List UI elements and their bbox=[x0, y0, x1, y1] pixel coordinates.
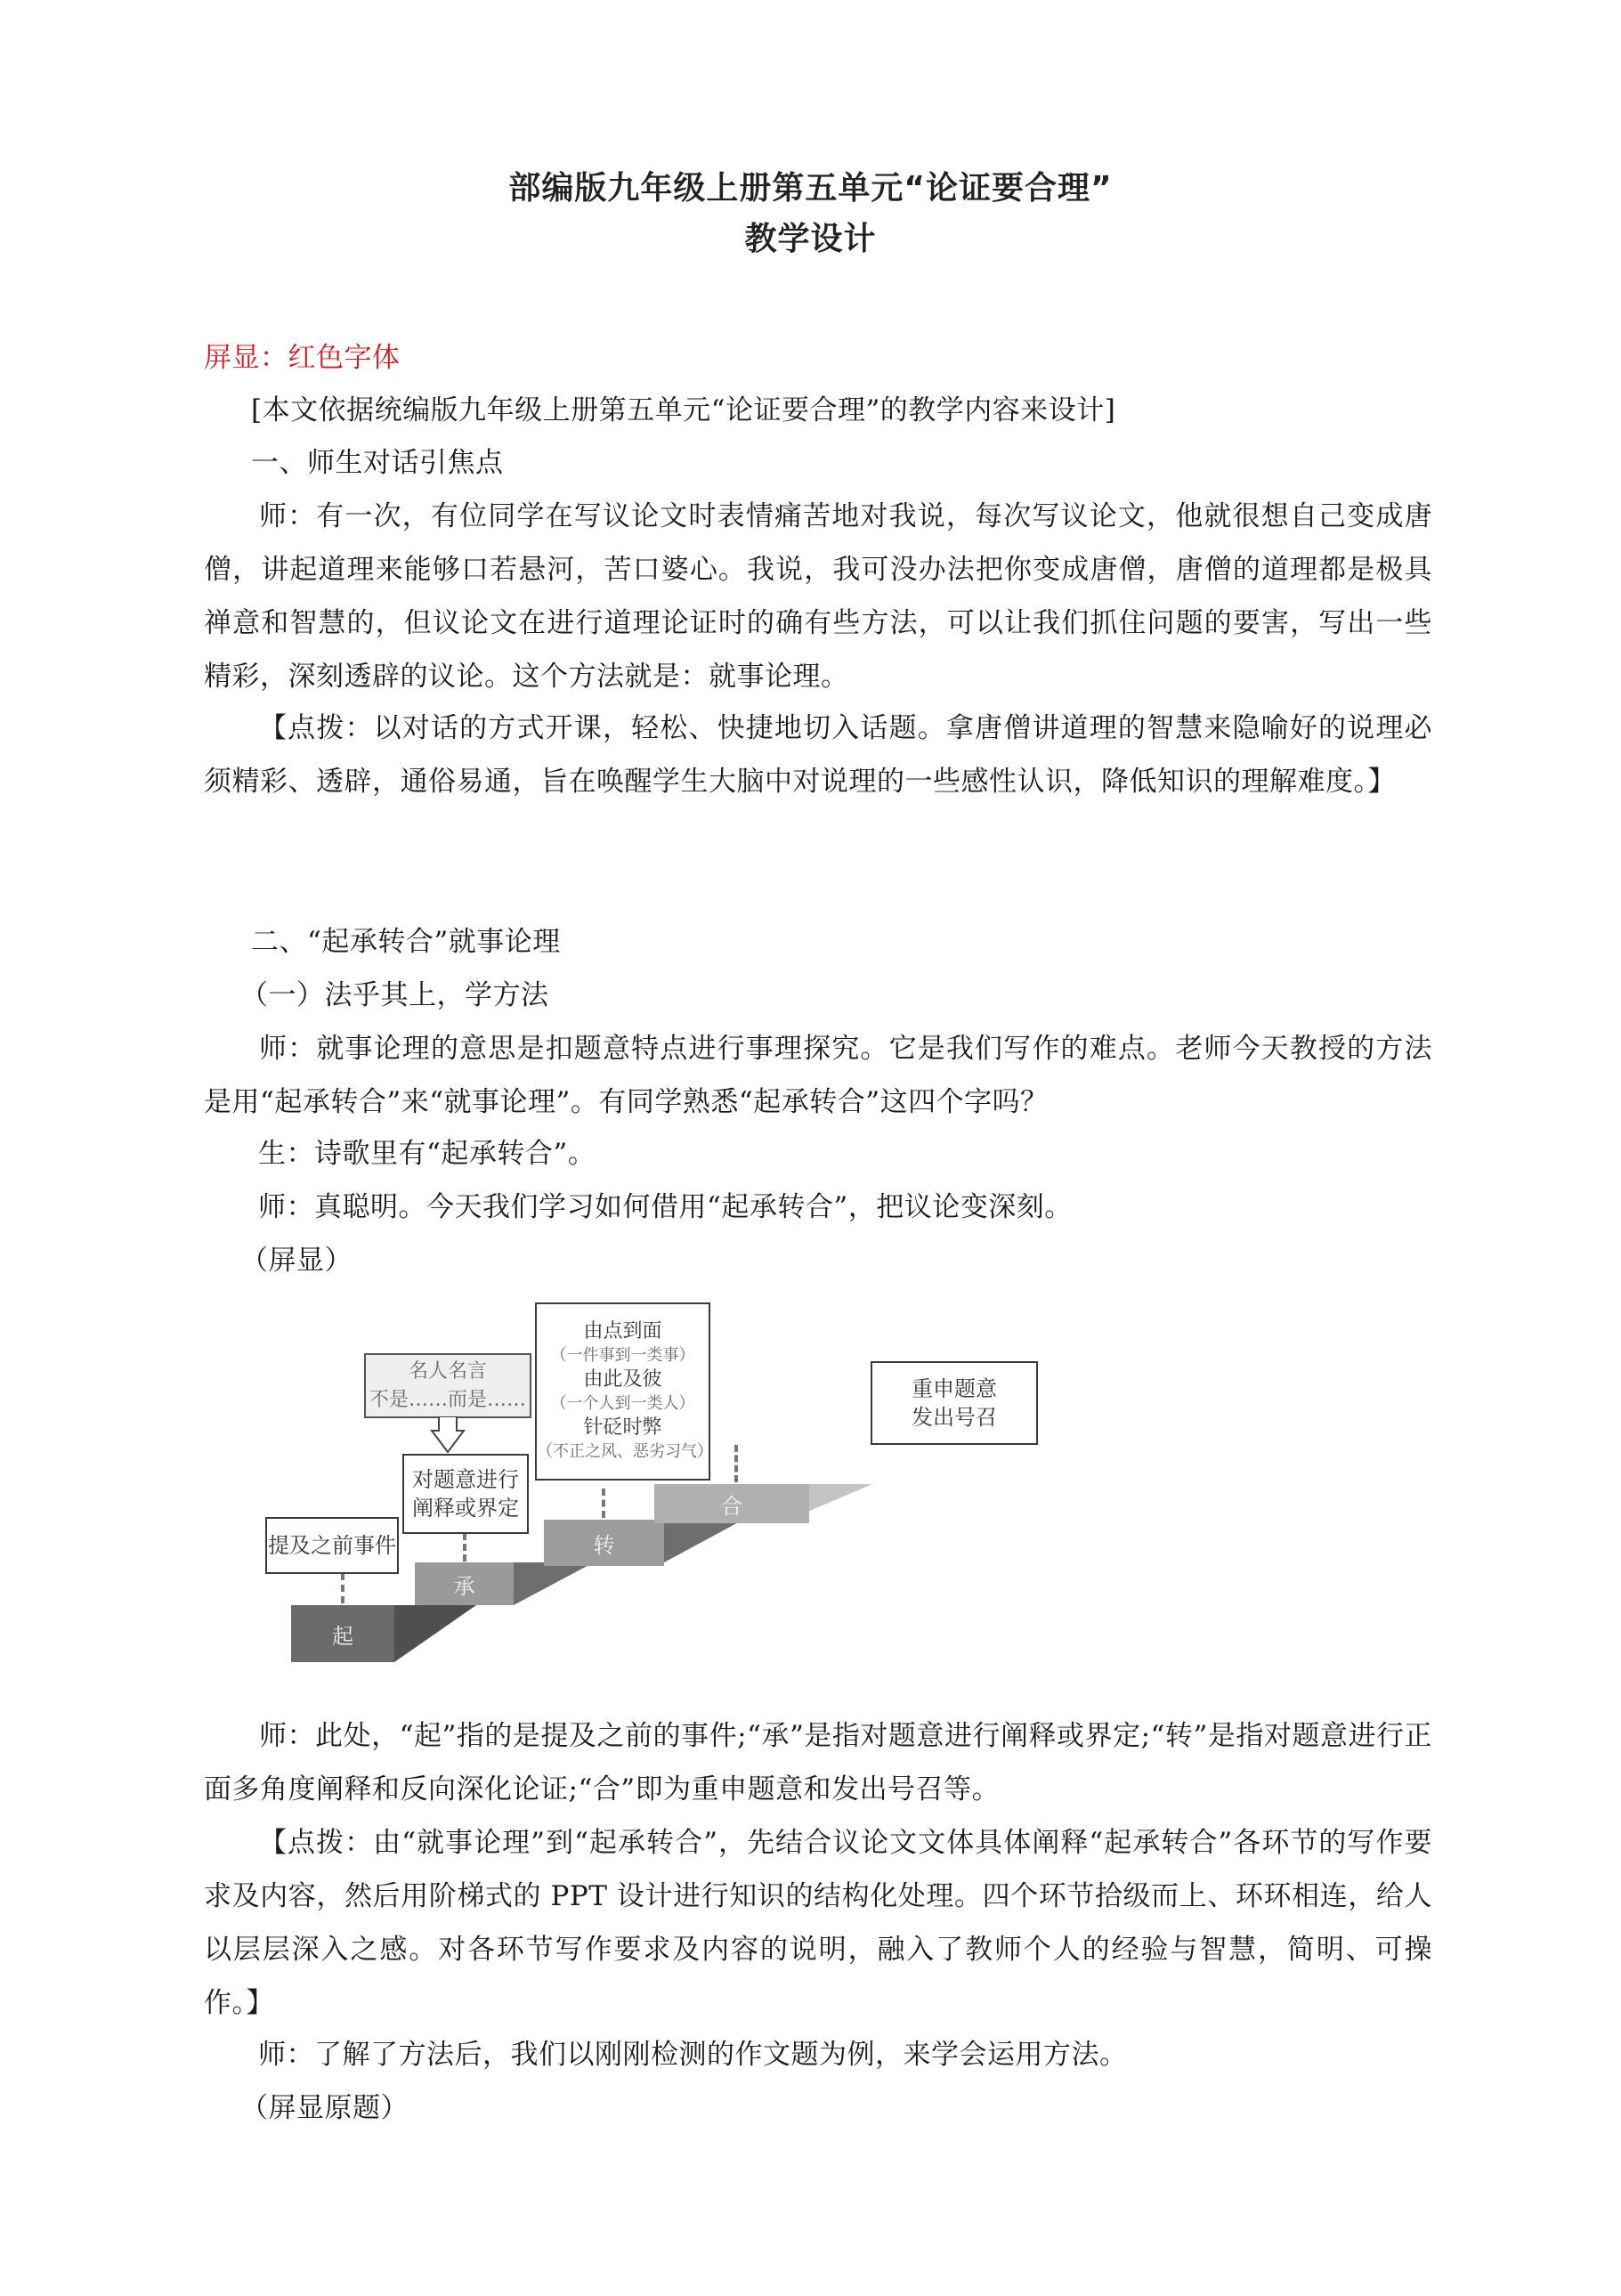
box-zhuan-line-5: 针砭时弊 bbox=[583, 1416, 662, 1439]
student-reply: 生：诗歌里有“起承转合”。 bbox=[258, 1138, 596, 1170]
qi-cheng-zhuan-he-diagram bbox=[258, 1295, 1104, 1687]
box-cheng-line-2: 阐释或界定 bbox=[412, 1496, 519, 1521]
connector-he bbox=[734, 1445, 738, 1482]
connector-zhuan bbox=[602, 1489, 605, 1518]
intro-note: [本文依据统编版九年级上册第五单元“论证要合理”的教学内容来设计] bbox=[251, 394, 1116, 426]
box-he-line-2: 发出号召 bbox=[912, 1405, 997, 1430]
teacher-paragraph-4: 师：此处，“起”指的是提及之前的事件;“承”是指对题意进行阐释或界定;“转”是指对题意进行正面多角度阐释和反向深化论证;“合”即为重申题意和发出号召等。 bbox=[204, 1720, 1432, 1805]
step-cheng bbox=[415, 1562, 514, 1605]
callout-cheng bbox=[364, 1353, 531, 1418]
tip-paragraph-1: 【点拨：以对话的方式开课，轻松、快捷地切入话题。拿唐僧讲道理的智慧来隐喻好的说理必须精彩、透辟，通俗易通，旨在唤醒学生大脑中对说理的一些感性认识，降低知识的理解难度。】 bbox=[204, 712, 1432, 798]
box-zhuan-line-4: （一个人到一类人） bbox=[550, 1394, 695, 1413]
document-title-line2: 教学设计 bbox=[744, 221, 877, 257]
step-cheng-label: 承 bbox=[453, 1573, 475, 1599]
callout-line-1: 名人名言 bbox=[408, 1359, 487, 1383]
teacher-paragraph-2: 师：就事论理的意思是扣题意特点进行事理探究。它是我们写作的难点。老师今天教授的方法是用“起承转合”来“就事论理”。有同学熟悉“起承转合”这四个字吗？ bbox=[204, 1033, 1432, 1118]
section2-subheading: （一）法乎其上，学方法 bbox=[240, 979, 549, 1011]
arrow-down-icon bbox=[430, 1416, 466, 1454]
box-zhuan-line-6: （不正之风、恶劣习气） bbox=[537, 1442, 713, 1461]
box-zhuan bbox=[535, 1302, 713, 1481]
screen-note: 屏显：红色字体 bbox=[204, 342, 401, 374]
box-qi-text: 提及之前事件 bbox=[268, 1533, 396, 1558]
section2-heading: 二、“起承转合”就事论理 bbox=[251, 926, 561, 958]
box-he-line-1: 重申题意 bbox=[912, 1376, 997, 1401]
box-zhuan-line-1: 由点到面 bbox=[583, 1320, 662, 1343]
box-he bbox=[871, 1361, 1038, 1445]
step-he bbox=[654, 1484, 809, 1523]
screen-original-question-label: （屏显原题） bbox=[240, 2092, 409, 2124]
step-qi bbox=[291, 1605, 394, 1662]
tip-paragraph-2: 【点拨：由“就事论理”到“起承转合”，先结合议论文文体具体阐释“起承转合”各环节的写作要求及内容，然后用阶梯式的 PPT 设计进行知识的结构化处理。四个环节拾级而上、环环相连，给人以层层深入之感。对各环节写作要求及内容的说明，融入了教师个人的经验与智慧，简明、可操作。】 bbox=[204, 1827, 1432, 2019]
step-he-label: 合 bbox=[721, 1493, 742, 1519]
step-qi-label: 起 bbox=[332, 1623, 353, 1649]
step-zhuan-label: 转 bbox=[593, 1532, 615, 1558]
teacher-paragraph-3: 师：真聪明。今天我们学习如何借用“起承转合”，把议论变深刻。 bbox=[258, 1191, 1073, 1223]
teacher-paragraph-1: 师：有一次，有位同学在写议论文时表情痛苦地对我说，每次写议论文，他就很想自己变成唐僧，讲起道理来能够口若悬河，苦口婆心。我说，我可没办法把你变成唐僧，唐僧的道理都是极具禅意和智慧的，但议论文在进行道理论证时的确有些方法，可以让我们抓住问题的要害，写出一些精彩，深刻透辟的议论。这个方法就是：就事论理。 bbox=[204, 500, 1432, 693]
box-zhuan-line-3: 由此及彼 bbox=[583, 1368, 662, 1391]
box-cheng-line-1: 对题意进行 bbox=[412, 1467, 519, 1492]
connector-qi bbox=[341, 1573, 344, 1603]
screen-display-label: （屏显） bbox=[240, 1245, 353, 1277]
box-qi bbox=[265, 1517, 399, 1574]
box-zhuan-line-2: （一件事到一类事） bbox=[550, 1346, 695, 1365]
document-title-line1: 部编版九年级上册第五单元“论证要合理” bbox=[508, 170, 1113, 207]
callout-line-2: 不是……而是…… bbox=[369, 1388, 526, 1411]
box-cheng bbox=[402, 1454, 529, 1534]
teacher-paragraph-5: 师：了解了方法后，我们以刚刚检测的作文题为例，来学会运用方法。 bbox=[258, 2039, 1128, 2071]
connector-cheng bbox=[463, 1533, 466, 1562]
section1-heading: 一、师生对话引焦点 bbox=[251, 447, 504, 479]
step-zhuan bbox=[544, 1520, 664, 1566]
